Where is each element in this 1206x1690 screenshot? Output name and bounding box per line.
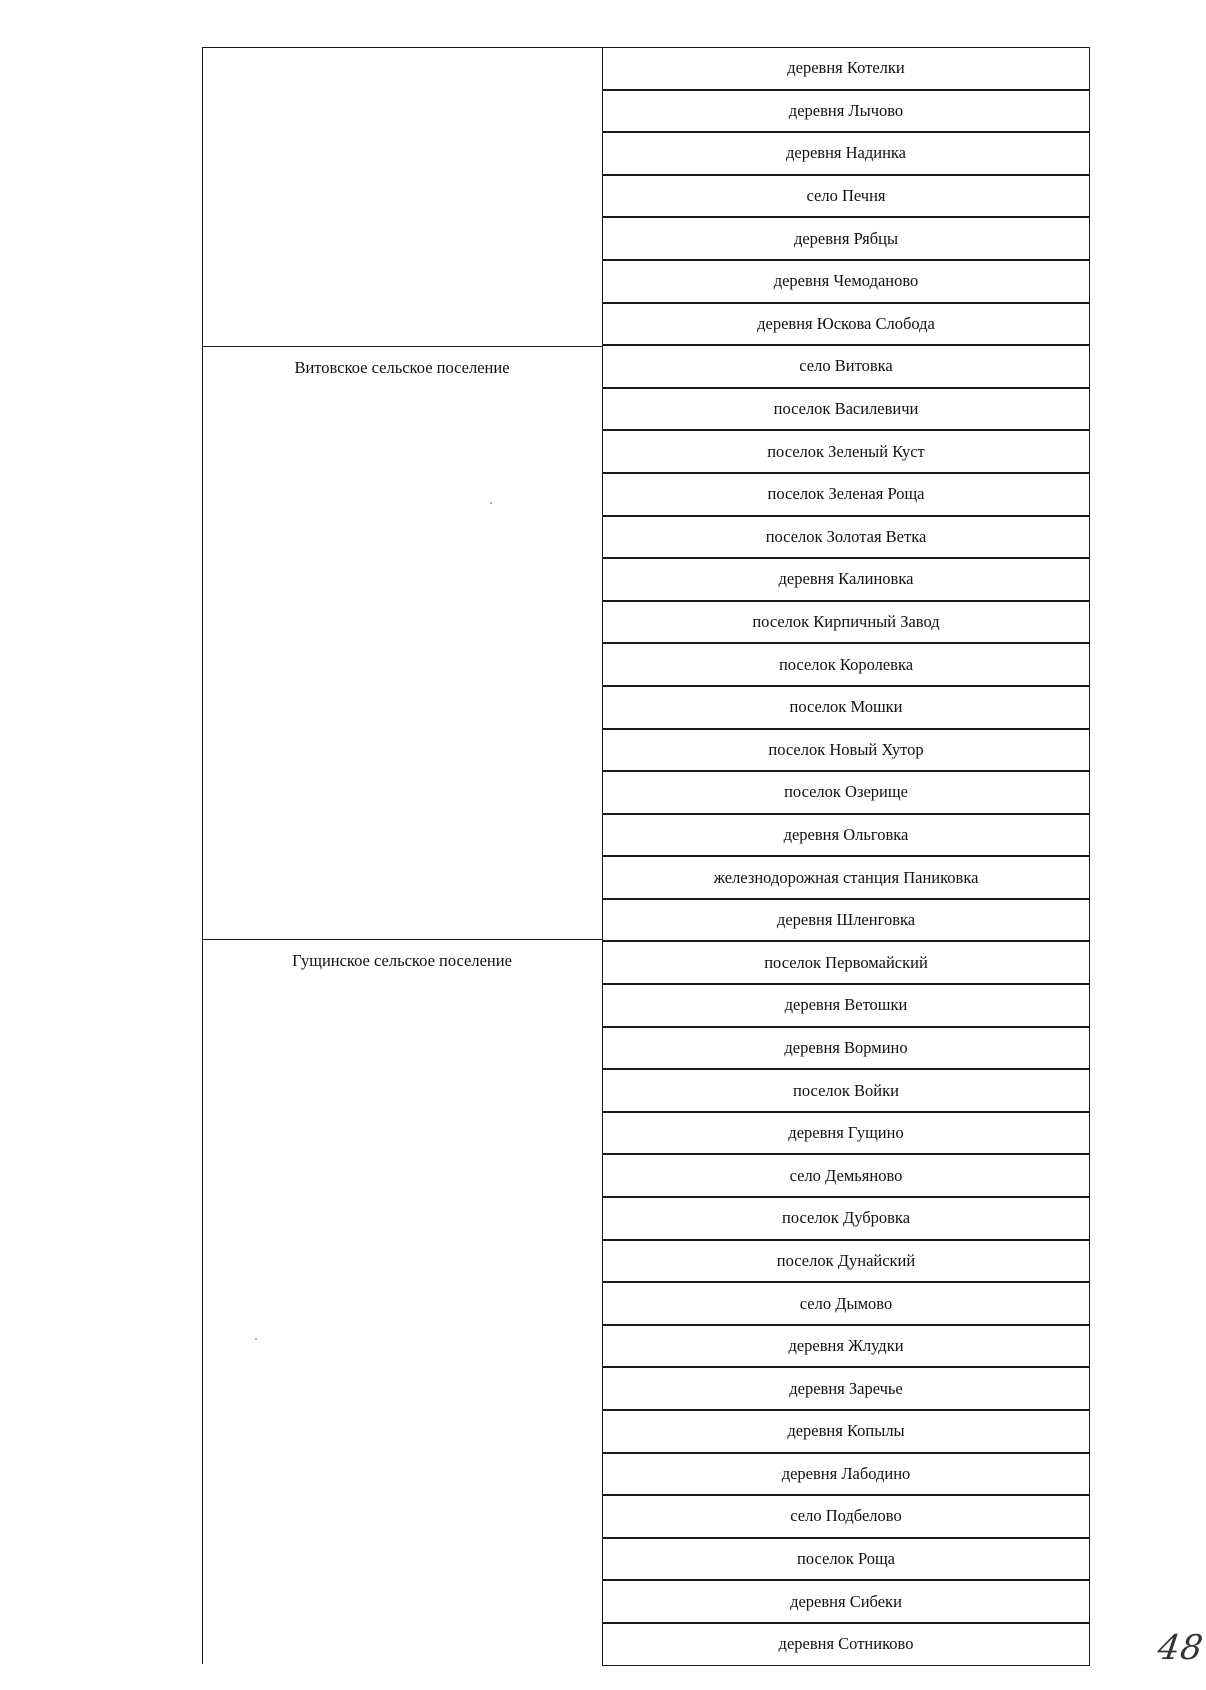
settlement-name: поселок Войки: [793, 1080, 899, 1100]
settlement-name: деревня Сибеки: [790, 1591, 902, 1611]
district-name: Гущинское сельское поселение: [292, 951, 512, 970]
settlement-name: поселок Кирпичный Завод: [752, 612, 940, 632]
settlement-row: [602, 729, 1090, 772]
table-top-border: [202, 47, 602, 48]
settlement-row: [602, 1410, 1090, 1453]
settlement-name: поселок Озерище: [784, 782, 908, 802]
settlement-row: [602, 430, 1090, 473]
scan-speck: [490, 502, 492, 504]
settlement-row: [602, 941, 1090, 984]
page-number: 48: [1155, 1628, 1206, 1668]
settlement-row: [602, 771, 1090, 814]
settlement-row: [602, 686, 1090, 729]
settlement-row: [602, 899, 1090, 942]
settlement-row: [602, 132, 1090, 175]
settlement-row: [602, 175, 1090, 218]
settlement-name: деревня Лабодино: [781, 1463, 911, 1483]
settlement-name: деревня Котелки: [787, 58, 905, 78]
settlement-name: деревня Ольговка: [783, 824, 909, 844]
settlement-row: [602, 1069, 1090, 1112]
settlement-name: поселок Первомайский: [764, 952, 928, 972]
settlement-name: деревня Юскова Слобода: [757, 313, 935, 333]
settlement-row: [602, 303, 1090, 346]
settlement-row: [602, 856, 1090, 899]
scan-speck: [255, 1338, 257, 1340]
settlement-row: [602, 47, 1090, 90]
settlement-row: [602, 601, 1090, 644]
settlement-name: поселок Зеленая Роща: [767, 484, 925, 504]
settlement-row: [602, 1623, 1090, 1666]
settlement-name: деревня Сотниково: [778, 1634, 914, 1654]
settlement-name: село Дымово: [799, 1293, 893, 1313]
settlement-name: поселок Золотая Ветка: [765, 526, 927, 546]
settlement-name: деревня Жлудки: [788, 1336, 904, 1356]
settlement-name: деревня Надинка: [785, 143, 906, 163]
settlement-name: деревня Лычово: [788, 100, 904, 120]
settlement-name: поселок Зеленый Куст: [767, 441, 925, 461]
settlement-row: [602, 1027, 1090, 1070]
district-divider: [202, 939, 602, 940]
settlement-row: [602, 984, 1090, 1027]
settlement-name: деревня Вормино: [784, 1037, 908, 1057]
settlement-row: [602, 1197, 1090, 1240]
settlement-row: [602, 1325, 1090, 1368]
settlement-name: село Печня: [806, 186, 886, 206]
settlement-row: [602, 260, 1090, 303]
table-left-border: [202, 47, 203, 1664]
settlement-row: [602, 345, 1090, 388]
settlement-row: [602, 1367, 1090, 1410]
district-name: Витовское сельское поселение: [294, 358, 510, 377]
settlement-name: деревня Ветошки: [784, 995, 908, 1015]
settlement-name: деревня Чемоданово: [773, 271, 919, 291]
settlement-name: поселок Королевка: [778, 654, 914, 674]
settlement-row: [602, 217, 1090, 260]
settlement-row: [602, 1495, 1090, 1538]
district-divider: [202, 346, 602, 347]
settlement-row: [602, 814, 1090, 857]
settlement-name: деревня Калиновка: [778, 569, 914, 589]
settlement-row: [602, 1282, 1090, 1325]
settlement-row: [602, 1112, 1090, 1155]
settlement-row: [602, 1580, 1090, 1623]
settlement-name: поселок Новый Хутор: [768, 739, 924, 759]
settlement-row: [602, 643, 1090, 686]
settlement-row: [602, 473, 1090, 516]
settlement-name: село Витовка: [799, 356, 893, 376]
settlement-name: село Подбелово: [790, 1506, 902, 1526]
settlement-name: поселок Роща: [796, 1549, 895, 1569]
settlement-name: железнодорожная станция Паниковка: [713, 867, 979, 887]
settlement-row: [602, 1154, 1090, 1197]
settlement-row: [602, 558, 1090, 601]
settlement-name: деревня Шленговка: [776, 910, 916, 930]
settlement-name: деревня Рябцы: [793, 228, 899, 248]
settlement-row: [602, 516, 1090, 559]
settlement-row: [602, 1240, 1090, 1283]
settlements-list: [602, 47, 1090, 1666]
settlement-row: [602, 90, 1090, 133]
settlement-name: деревня Гущино: [788, 1123, 904, 1143]
settlement-name: поселок Дунайский: [776, 1250, 916, 1270]
settlement-row: [602, 1453, 1090, 1496]
settlement-row: [602, 1538, 1090, 1581]
settlement-name: деревня Заречье: [789, 1378, 903, 1398]
settlement-name: село Демьяново: [789, 1165, 903, 1185]
settlement-name: деревня Копылы: [787, 1421, 905, 1441]
settlement-name: поселок Мошки: [789, 697, 903, 717]
settlement-name: поселок Дубровка: [781, 1208, 911, 1228]
settlement-row: [602, 388, 1090, 431]
settlement-name: поселок Василевичи: [773, 399, 919, 419]
